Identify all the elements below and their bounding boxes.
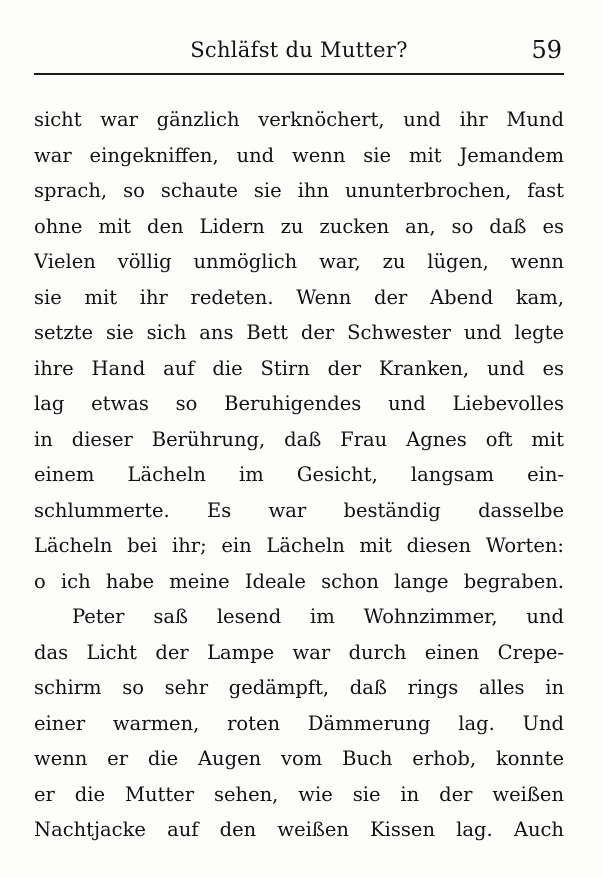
text-line: einem Lächeln im Gesicht, langsam ein- — [34, 463, 564, 486]
text-line: ohne mit den Lidern zu zucken an, so daß es — [34, 214, 564, 238]
text-line: Lächeln bei ihr; ein Lächeln mit diesen Worten: — [34, 534, 564, 557]
text-line: Nachtjacke auf den weißen Kissen lag. Auch — [34, 818, 564, 841]
page-number: 59 — [531, 36, 562, 64]
header-rule — [34, 73, 564, 75]
text-line: lag etwas so Beruhigendes und Liebevolles — [34, 392, 564, 415]
text-line: schirm so sehr gedämpft, daß rings alles in — [34, 676, 564, 699]
text-line: das Licht der Lampe war durch einen Crepe- — [34, 640, 564, 664]
text-line: setzte sie sich ans Bett der Schwester und legte — [34, 321, 564, 344]
text-line: in dieser Berührung, daß Frau Agnes oft mit — [34, 427, 564, 451]
body-text — [34, 102, 564, 848]
text-line: wenn er die Augen vom Buch erhob, konnte — [34, 747, 564, 770]
text-line: ihre Hand auf die Stirn der Kranken, und es — [34, 356, 564, 380]
text-line: sie mit ihr redeten. Wenn der Abend kam, — [34, 285, 564, 309]
text-line: einer warmen, roten Dämmerung lag. Und — [34, 711, 564, 735]
text-line: sicht war gänzlich verknöchert, und ihr Mund — [34, 108, 564, 131]
text-line: o ich habe meine Ideale schon lange begraben. — [34, 569, 564, 593]
text-line: Vielen völlig unmöglich war, zu lügen, wenn — [34, 250, 564, 273]
text-line: war eingekniffen, und wenn sie mit Jemandem — [34, 143, 564, 167]
paragraph-first-line: Peter saß lesend im Wohnzimmer, und — [72, 605, 564, 628]
text-line: schlummerte. Es war beständig dasselbe — [34, 498, 564, 522]
text-line: sprach, so schaute sie ihn ununterbrochen, fast — [34, 179, 564, 202]
text-line: er die Mutter sehen, wie sie in der weißen — [34, 782, 564, 806]
running-head — [34, 34, 564, 72]
running-title: Schläfst du Mutter? — [190, 38, 408, 62]
